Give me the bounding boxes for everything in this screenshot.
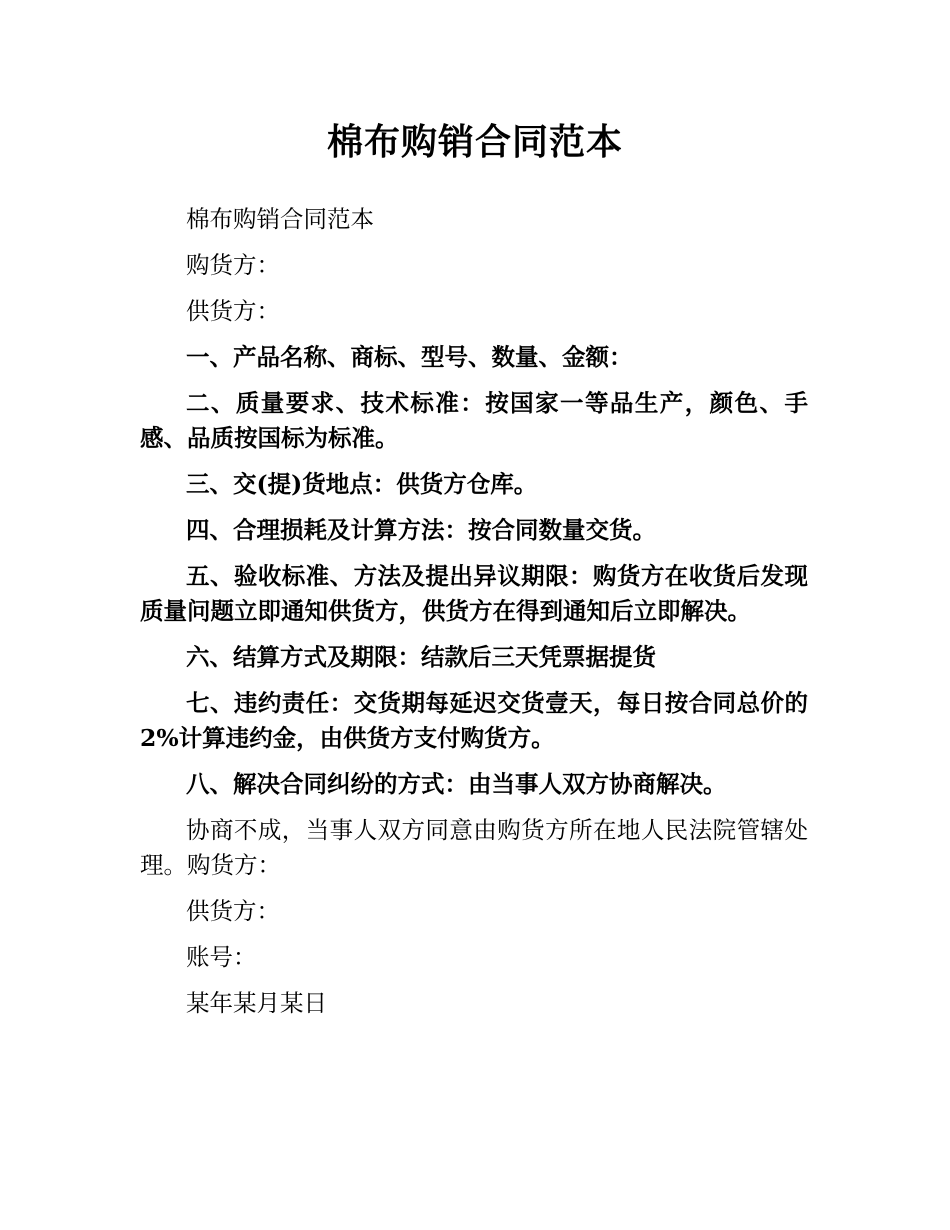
clause-4-loss-calculation: 四、合理损耗及计算方法：按合同数量交货。	[186, 516, 656, 544]
clause-8-dispute-resolution: 八、解决合同纠纷的方式：由当事人双方协商解决。	[186, 770, 727, 798]
document-title: 棉布购销合同范本	[326, 121, 623, 163]
clause-6-settlement: 六、结算方式及期限：结款后三天凭票据提货	[186, 643, 656, 671]
document-body	[140, 202, 808, 1032]
clause-2-quality: 二、质量要求、技术标准：按国家一等品生产，颜色、手感、品质按国标为标准。	[140, 389, 808, 452]
paragraph-buyer: 购货方：	[186, 251, 280, 279]
paragraph-date: 某年某月某日	[186, 989, 327, 1017]
paragraph-heading-repeat: 棉布购销合同范本	[186, 205, 374, 233]
paragraph-jurisdiction: 协商不成，当事人双方同意由购货方所在地人民法院管辖处理。购货方：	[140, 816, 808, 879]
clause-7-breach-liability: 七、违约责任：交货期每延迟交货壹天，每日按合同总价的2%计算违约金，由供货方支付购货方。	[140, 689, 808, 752]
clause-1-product: 一、产品名称、商标、型号、数量、金额：	[186, 343, 633, 371]
paragraph-account: 账号：	[186, 943, 257, 971]
clause-3-delivery-location: 三、交(提)货地点：供货方仓库。	[186, 470, 538, 498]
clause-5-acceptance: 五、验收标准、方法及提出异议期限：购货方在收货后发现质量问题立即通知供货方，供货方在得到通知后立即解决。	[140, 562, 808, 625]
paragraph-supplier: 供货方：	[186, 297, 280, 325]
paragraph-supplier-signature: 供货方：	[186, 897, 280, 925]
